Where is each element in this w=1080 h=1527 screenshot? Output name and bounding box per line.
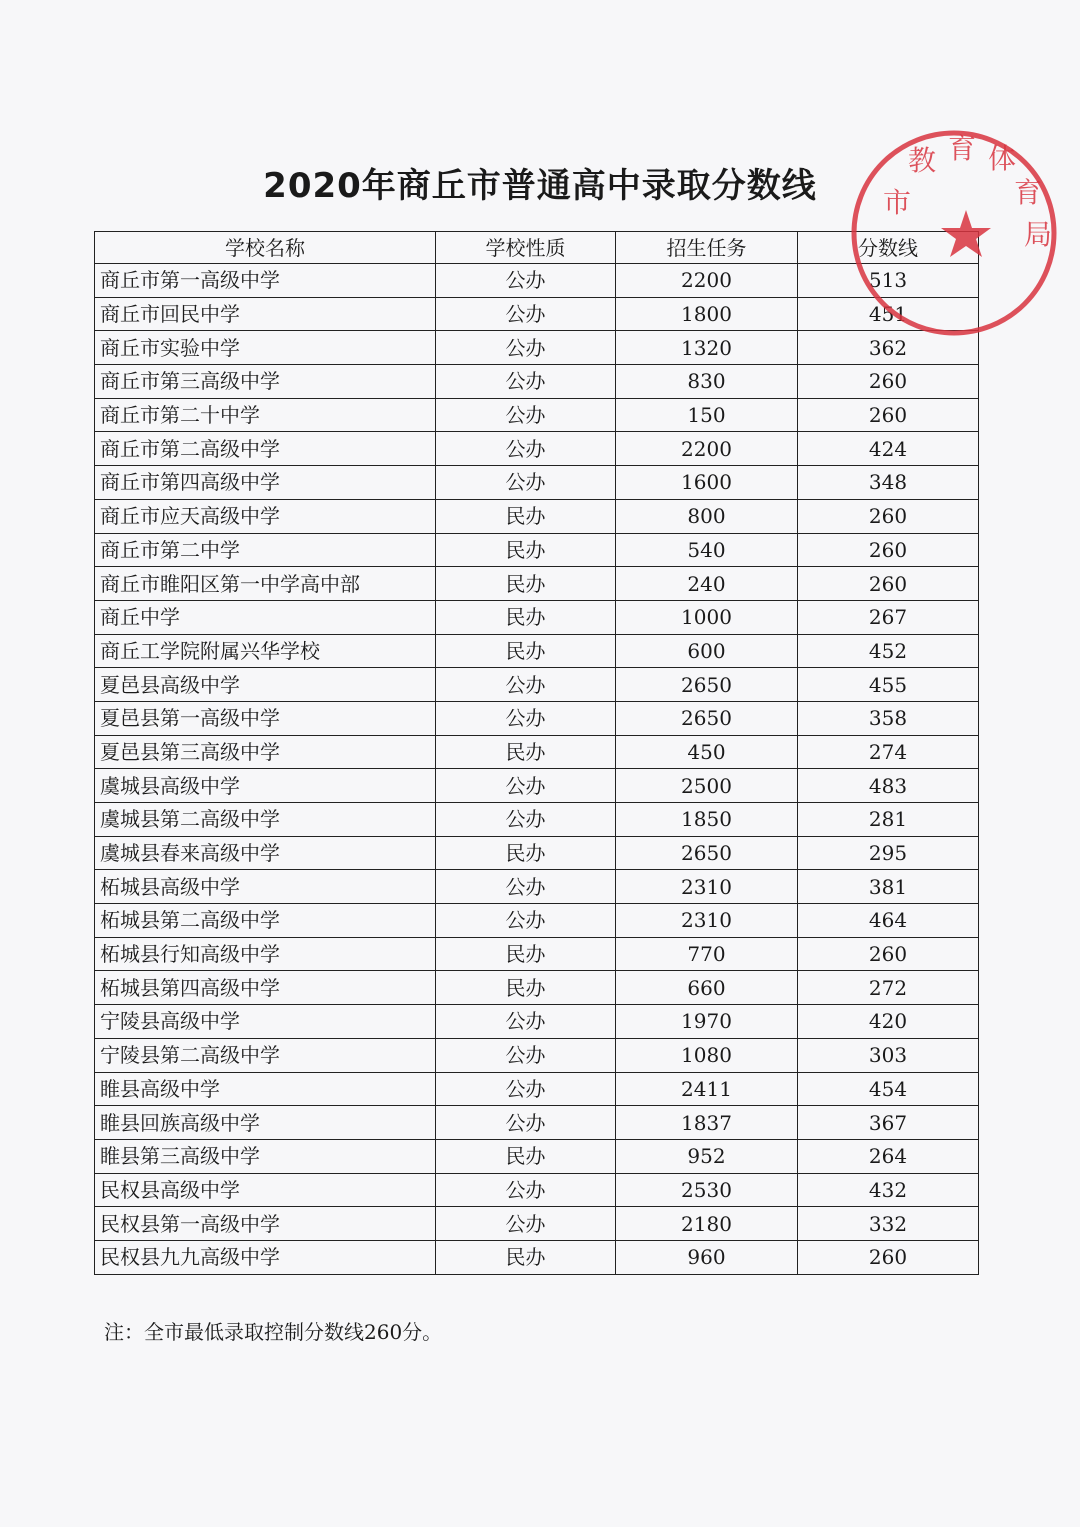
school-name-cell: 柘城县行知高级中学 [95,937,436,971]
school-name-cell: 商丘市第三高级中学 [95,365,436,399]
table-row [95,1072,979,1106]
table-row [95,297,979,331]
enrollment-quota-cell: 952 [616,1139,798,1173]
header-cutoff-score: 分数线 [798,232,979,264]
table-body [95,264,979,1275]
enrollment-quota-cell: 800 [616,499,798,533]
cutoff-score-cell: 348 [798,466,979,500]
cutoff-score-cell: 381 [798,870,979,904]
cutoff-score-cell: 260 [798,499,979,533]
enrollment-quota-cell: 450 [616,735,798,769]
cutoff-score-cell: 303 [798,1038,979,1072]
table-row [95,1240,979,1274]
cutoff-score-cell: 295 [798,836,979,870]
cutoff-score-cell: 267 [798,600,979,634]
cutoff-score-cell: 451 [798,297,979,331]
svg-text:体: 体 [988,142,1017,175]
school-name-cell: 柘城县高级中学 [95,870,436,904]
school-name-cell: 柘城县第二高级中学 [95,904,436,938]
school-type-cell: 民办 [436,836,616,870]
cutoff-score-cell: 260 [798,567,979,601]
svg-text:教: 教 [908,144,937,177]
school-type-cell: 民办 [436,1240,616,1274]
table-row [95,331,979,365]
svg-text:育: 育 [948,132,977,165]
school-type-cell: 民办 [436,600,616,634]
enrollment-quota-cell: 2500 [616,769,798,803]
table-row [95,971,979,1005]
enrollment-quota-cell: 660 [616,971,798,1005]
enrollment-quota-cell: 2200 [616,264,798,298]
cutoff-score-cell: 260 [798,398,979,432]
table-row [95,432,979,466]
enrollment-quota-cell: 2650 [616,668,798,702]
school-type-cell: 公办 [436,1207,616,1241]
school-type-cell: 民办 [436,533,616,567]
school-type-cell: 公办 [436,904,616,938]
school-name-cell: 虞城县第二高级中学 [95,803,436,837]
enrollment-quota-cell: 2200 [616,432,798,466]
table-row [95,634,979,668]
cutoff-score-cell: 332 [798,1207,979,1241]
school-type-cell: 公办 [436,701,616,735]
cutoff-score-cell: 260 [798,533,979,567]
school-type-cell: 民办 [436,937,616,971]
school-name-cell: 夏邑县第一高级中学 [95,701,436,735]
cutoff-score-cell: 452 [798,634,979,668]
table-row [95,533,979,567]
school-type-cell: 公办 [436,769,616,803]
school-type-cell: 民办 [436,1139,616,1173]
school-type-cell: 公办 [436,264,616,298]
cutoff-score-cell: 424 [798,432,979,466]
enrollment-quota-cell: 1320 [616,331,798,365]
school-name-cell: 商丘市第二高级中学 [95,432,436,466]
enrollment-quota-cell: 1080 [616,1038,798,1072]
table-row [95,1207,979,1241]
table-row [95,1106,979,1140]
enrollment-quota-cell: 2180 [616,1207,798,1241]
footnote: 注：全市最低录取控制分数线260分。 [104,1320,443,1344]
cutoff-score-cell: 260 [798,1240,979,1274]
enrollment-quota-cell: 150 [616,398,798,432]
enrollment-quota-cell: 960 [616,1240,798,1274]
school-name-cell: 商丘市第一高级中学 [95,264,436,298]
school-type-cell: 公办 [436,466,616,500]
school-name-cell: 商丘市第四高级中学 [95,466,436,500]
enrollment-quota-cell: 2411 [616,1072,798,1106]
table-row [95,836,979,870]
cutoff-score-cell: 455 [798,668,979,702]
school-name-cell: 柘城县第四高级中学 [95,971,436,1005]
school-type-cell: 民办 [436,634,616,668]
svg-text:局: 局 [1024,218,1053,251]
school-type-cell: 民办 [436,735,616,769]
school-type-cell: 公办 [436,297,616,331]
school-type-cell: 民办 [436,499,616,533]
school-type-cell: 公办 [436,668,616,702]
school-type-cell: 公办 [436,870,616,904]
school-name-cell: 民权县九九高级中学 [95,1240,436,1274]
school-type-cell: 民办 [436,567,616,601]
table-row [95,1038,979,1072]
school-name-cell: 宁陵县高级中学 [95,1005,436,1039]
cutoff-score-cell: 260 [798,937,979,971]
cutoff-score-cell: 420 [798,1005,979,1039]
cutoff-score-cell: 264 [798,1139,979,1173]
table-row [95,365,979,399]
table-row [95,1173,979,1207]
enrollment-quota-cell: 1850 [616,803,798,837]
enrollment-quota-cell: 830 [616,365,798,399]
school-type-cell: 公办 [436,1072,616,1106]
cutoff-score-cell: 483 [798,769,979,803]
school-name-cell: 虞城县高级中学 [95,769,436,803]
school-name-cell: 虞城县春来高级中学 [95,836,436,870]
enrollment-quota-cell: 2310 [616,904,798,938]
school-type-cell: 公办 [436,803,616,837]
school-name-cell: 商丘市睢阳区第一中学高中部 [95,567,436,601]
cutoff-score-cell: 513 [798,264,979,298]
cutoff-score-cell: 362 [798,331,979,365]
score-table [94,231,979,1275]
cutoff-score-cell: 432 [798,1173,979,1207]
school-name-cell: 商丘市回民中学 [95,297,436,331]
table-row [95,769,979,803]
school-type-cell: 公办 [436,1106,616,1140]
enrollment-quota-cell: 1000 [616,600,798,634]
cutoff-score-cell: 260 [798,365,979,399]
table-row [95,499,979,533]
enrollment-quota-cell: 2650 [616,836,798,870]
school-type-cell: 公办 [436,398,616,432]
school-name-cell: 商丘市第二十中学 [95,398,436,432]
table-row [95,600,979,634]
school-name-cell: 商丘市第二中学 [95,533,436,567]
table-row [95,567,979,601]
document-title: 2020年商丘市普通高中录取分数线 [263,166,817,206]
table-row [95,870,979,904]
table-row [95,803,979,837]
school-name-cell: 商丘市应天高级中学 [95,499,436,533]
enrollment-quota-cell: 1600 [616,466,798,500]
svg-text:育: 育 [1014,176,1043,209]
enrollment-quota-cell: 770 [616,937,798,971]
school-type-cell: 公办 [436,331,616,365]
table-row [95,701,979,735]
school-name-cell: 民权县高级中学 [95,1173,436,1207]
school-name-cell: 商丘市实验中学 [95,331,436,365]
cutoff-score-cell: 464 [798,904,979,938]
enrollment-quota-cell: 2530 [616,1173,798,1207]
school-type-cell: 民办 [436,971,616,1005]
school-type-cell: 公办 [436,432,616,466]
enrollment-quota-cell: 540 [616,533,798,567]
enrollment-quota-cell: 1970 [616,1005,798,1039]
cutoff-score-cell: 281 [798,803,979,837]
school-name-cell: 睢县第三高级中学 [95,1139,436,1173]
table-row [95,1139,979,1173]
table-row [95,1005,979,1039]
cutoff-score-cell: 358 [798,701,979,735]
school-name-cell: 宁陵县第二高级中学 [95,1038,436,1072]
enrollment-quota-cell: 1800 [616,297,798,331]
table-row [95,668,979,702]
school-type-cell: 公办 [436,1038,616,1072]
school-name-cell: 睢县高级中学 [95,1072,436,1106]
cutoff-score-cell: 272 [798,971,979,1005]
school-name-cell: 商丘中学 [95,600,436,634]
header-enrollment-quota: 招生任务 [616,232,798,264]
cutoff-score-cell: 274 [798,735,979,769]
school-name-cell: 夏邑县高级中学 [95,668,436,702]
table-header-row [95,232,979,264]
school-name-cell: 夏邑县第三高级中学 [95,735,436,769]
table-row [95,264,979,298]
enrollment-quota-cell: 2650 [616,701,798,735]
school-name-cell: 睢县回族高级中学 [95,1106,436,1140]
school-name-cell: 民权县第一高级中学 [95,1207,436,1241]
enrollment-quota-cell: 240 [616,567,798,601]
school-name-cell: 商丘工学院附属兴华学校 [95,634,436,668]
header-school-type: 学校性质 [436,232,616,264]
school-type-cell: 公办 [436,1005,616,1039]
svg-text:市: 市 [883,186,912,219]
cutoff-score-cell: 367 [798,1106,979,1140]
cutoff-score-cell: 454 [798,1072,979,1106]
school-type-cell: 公办 [436,1173,616,1207]
enrollment-quota-cell: 2310 [616,870,798,904]
table-row [95,937,979,971]
table-row [95,735,979,769]
table-row [95,904,979,938]
school-type-cell: 公办 [436,365,616,399]
enrollment-quota-cell: 1837 [616,1106,798,1140]
table-row [95,466,979,500]
table-row [95,398,979,432]
enrollment-quota-cell: 600 [616,634,798,668]
header-school-name: 学校名称 [95,232,436,264]
